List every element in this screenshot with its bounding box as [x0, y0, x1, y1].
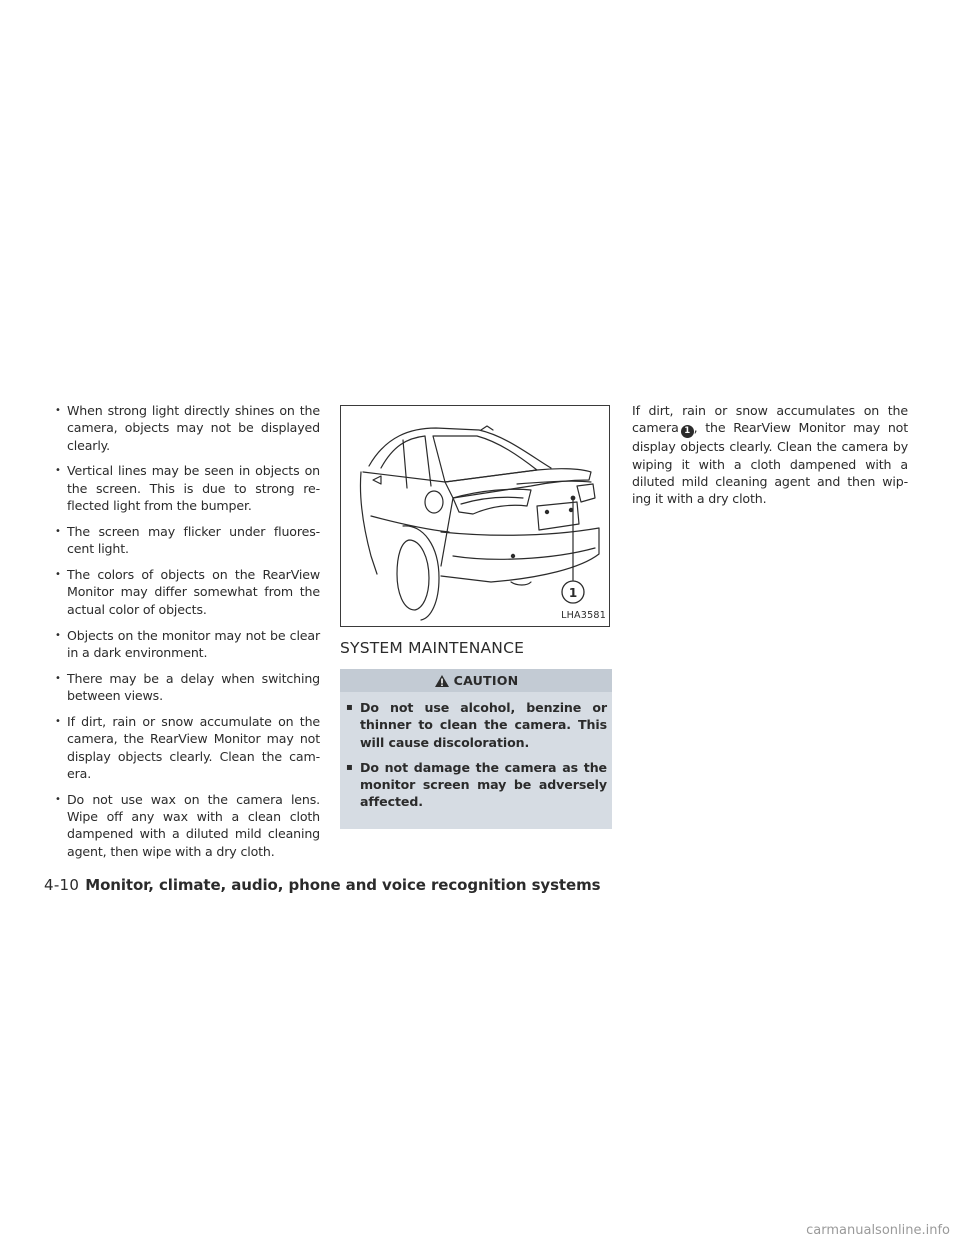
list-item: • The colors of objects on the RearView Monitor may differ somewhat from the actual color of objects. [52, 566, 320, 618]
paragraph-text: If dirt, rain or snow accumulates on the camera [632, 403, 908, 436]
list-item: • If dirt, rain or snow accumulate on the camera, the RearView Monitor may not display objects clearly. Clean the cam-era. [52, 713, 320, 782]
rear-camera-figure [340, 405, 610, 627]
caution-item: ▪ Do not use alcohol, benzine or thinner to clean the camera. This will cause discoloration. [340, 699, 607, 751]
section-title: SYSTEM MAINTENANCE [340, 639, 525, 657]
caution-item: ▪ Do not damage the camera as the monitor screen may be adversely affected. [340, 759, 607, 811]
list-item: • Do not use wax on the camera lens. Wipe off any wax with a clean cloth dampened with a diluted mild cleaning agent, then wipe with a dry cloth. [52, 791, 320, 860]
warning-triangle-icon [434, 674, 450, 688]
right-column [632, 402, 908, 507]
figure-code: LHA3581 [561, 609, 606, 621]
list-item: • Objects on the monitor may not be clear in a dark environment. [52, 627, 320, 662]
maintenance-paragraph [632, 402, 908, 507]
middle-column [340, 402, 612, 829]
callout-number: 1 [681, 425, 694, 438]
watermark: carmanualsonline.info [806, 1223, 950, 1238]
caution-list [340, 692, 612, 829]
car-rear-illustration [341, 406, 609, 626]
page-number: 4-10 [44, 876, 80, 894]
caution-header [340, 669, 612, 692]
chapter-title: Monitor, climate, audio, phone and voice recognition systems [85, 876, 601, 894]
page-footer [44, 876, 600, 894]
list-item: • Vertical lines may be seen in objects on the screen. This is due to strong re-flected light from the bumper. [52, 462, 320, 514]
caution-box [340, 669, 612, 829]
callout-number: 1 [568, 586, 578, 600]
caution-heading: CAUTION [453, 672, 519, 688]
notes-list [52, 402, 320, 860]
list-item: • When strong light directly shines on the camera, objects may not be displayed clearly. [52, 402, 320, 454]
list-item: • The screen may flicker under fluores-cent light. [52, 523, 320, 558]
paragraph-text: , the RearView Monitor may not display objects clearly. Clean the camera by wiping it with a cloth dampened with a diluted mild cleaning agent and then wip-ing it with a dry cloth. [632, 420, 908, 507]
left-column [52, 402, 320, 869]
list-item: • There may be a delay when switching between views. [52, 670, 320, 705]
